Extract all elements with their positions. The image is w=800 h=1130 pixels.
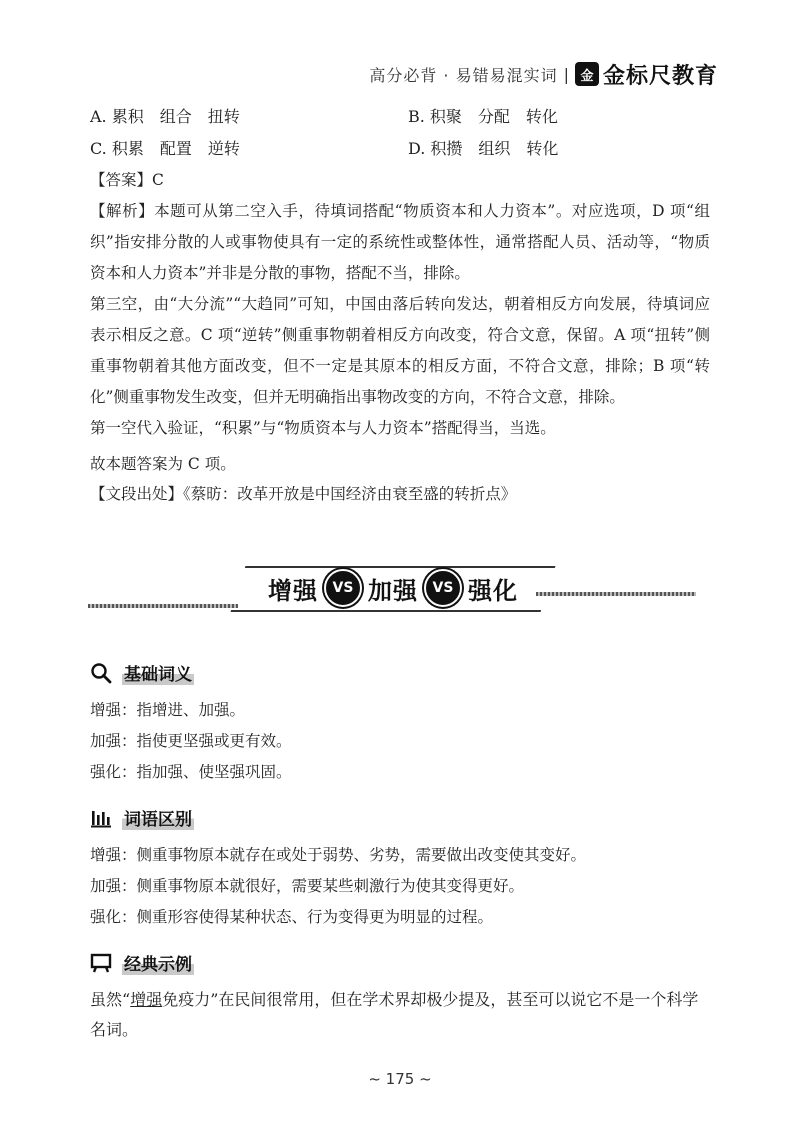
banner-word-3: 强化 — [468, 576, 518, 605]
header-separator: | — [563, 64, 569, 84]
logo-text: 金标尺教育 — [602, 63, 718, 89]
section-diff-heading — [90, 805, 194, 830]
example-text-pre: 虽然“ — [90, 990, 131, 1009]
banner-content — [238, 568, 548, 608]
running-title: 高分必背 · 易错易混实词 — [369, 65, 558, 85]
banner-word-2: 加强 — [368, 576, 418, 605]
option-a: A. 累积 组合 扭转 — [90, 107, 240, 126]
section-example-heading — [90, 950, 194, 975]
bar-chart-icon — [90, 807, 112, 829]
difference-item: 强化：侧重形容使得某种状态、行为变得更为明显的过程。 — [90, 908, 494, 926]
definition-item: 加强：指使更坚强或更有效。 — [90, 732, 292, 750]
vs-badge-icon: VS — [324, 569, 362, 607]
section-diff-title: 词语区别 — [122, 805, 194, 830]
publisher-logo — [575, 59, 718, 90]
banner-rule-right — [536, 592, 696, 596]
section-basic-title: 基础词义 — [122, 660, 194, 685]
analysis-conclusion: 故本题答案为 C 项。 — [90, 455, 236, 473]
book-icon — [90, 952, 112, 974]
banner-word-1: 增强 — [268, 576, 318, 605]
logo-mark-icon: 金 — [575, 62, 599, 86]
analysis-paragraph-3: 第一空代入验证，“积累”与“物质资本与人力资本”搭配得当，当选。 — [90, 419, 556, 437]
answer-line: 【答案】C — [90, 171, 164, 189]
section-basic-heading — [90, 660, 194, 685]
source-citation: 【文段出处】《蔡昉：改革开放是中国经济由衰至盛的转折点》 — [90, 485, 517, 503]
option-c: C. 积累 配置 逆转 — [90, 139, 240, 158]
page-number: ~ 175 ~ — [368, 1070, 432, 1088]
difference-item: 加强：侧重事物原本就很好，需要某些刺激行为使其变得更好。 — [90, 877, 525, 895]
vs-badge-icon: VS — [424, 569, 462, 607]
page-header — [369, 58, 718, 90]
magnifier-icon — [90, 662, 112, 684]
analysis-paragraph-2: 第三空，由“大分流”“大趋同”可知，中国由落后转向发达，朝着相反方向发展，待填词应表示相反之意。C 项“逆转”侧重事物朝着相反方向改变，符合文意，保留。A 项“扭转”侧重事物朝着其他方面改变，但不一定是其原本的相反方面，不符合文意，排除；B 项“转化”侧重事物发生改变，但并无明确指出事物改变的方向，不符合文意，排除。 — [90, 295, 710, 406]
banner-rule-left — [88, 604, 238, 608]
definition-item: 强化：指加强、使坚强巩固。 — [90, 763, 292, 781]
example-highlight: 增强 — [130, 990, 163, 1009]
difference-item: 增强：侧重事物原本就存在或处于弱势、劣势，需要做出改变使其变好。 — [90, 846, 587, 864]
comparison-banner — [88, 566, 696, 626]
section-example-title: 经典示例 — [122, 950, 194, 975]
example-sentence — [90, 985, 700, 1045]
option-d: D. 积攒 组织 转化 — [408, 139, 559, 158]
analysis-paragraph-1: 【解析】本题可从第二空入手，待填词搭配“物质资本和人力资本”。对应选项，D 项“组织”指安排分散的人或事物使具有一定的系统性或整体性，通常搭配人员、活动等，“物质资本和人力资本”并非是分散的事物，搭配不当，排除。 — [90, 202, 710, 282]
definition-item: 增强：指增进、加强。 — [90, 701, 246, 719]
option-b: B. 积聚 分配 转化 — [408, 107, 558, 126]
example-text-post: 免疫力”在民间很常用，但在学术界却极少提及，甚至可以说它不是一个科学名词。 — [90, 990, 699, 1039]
